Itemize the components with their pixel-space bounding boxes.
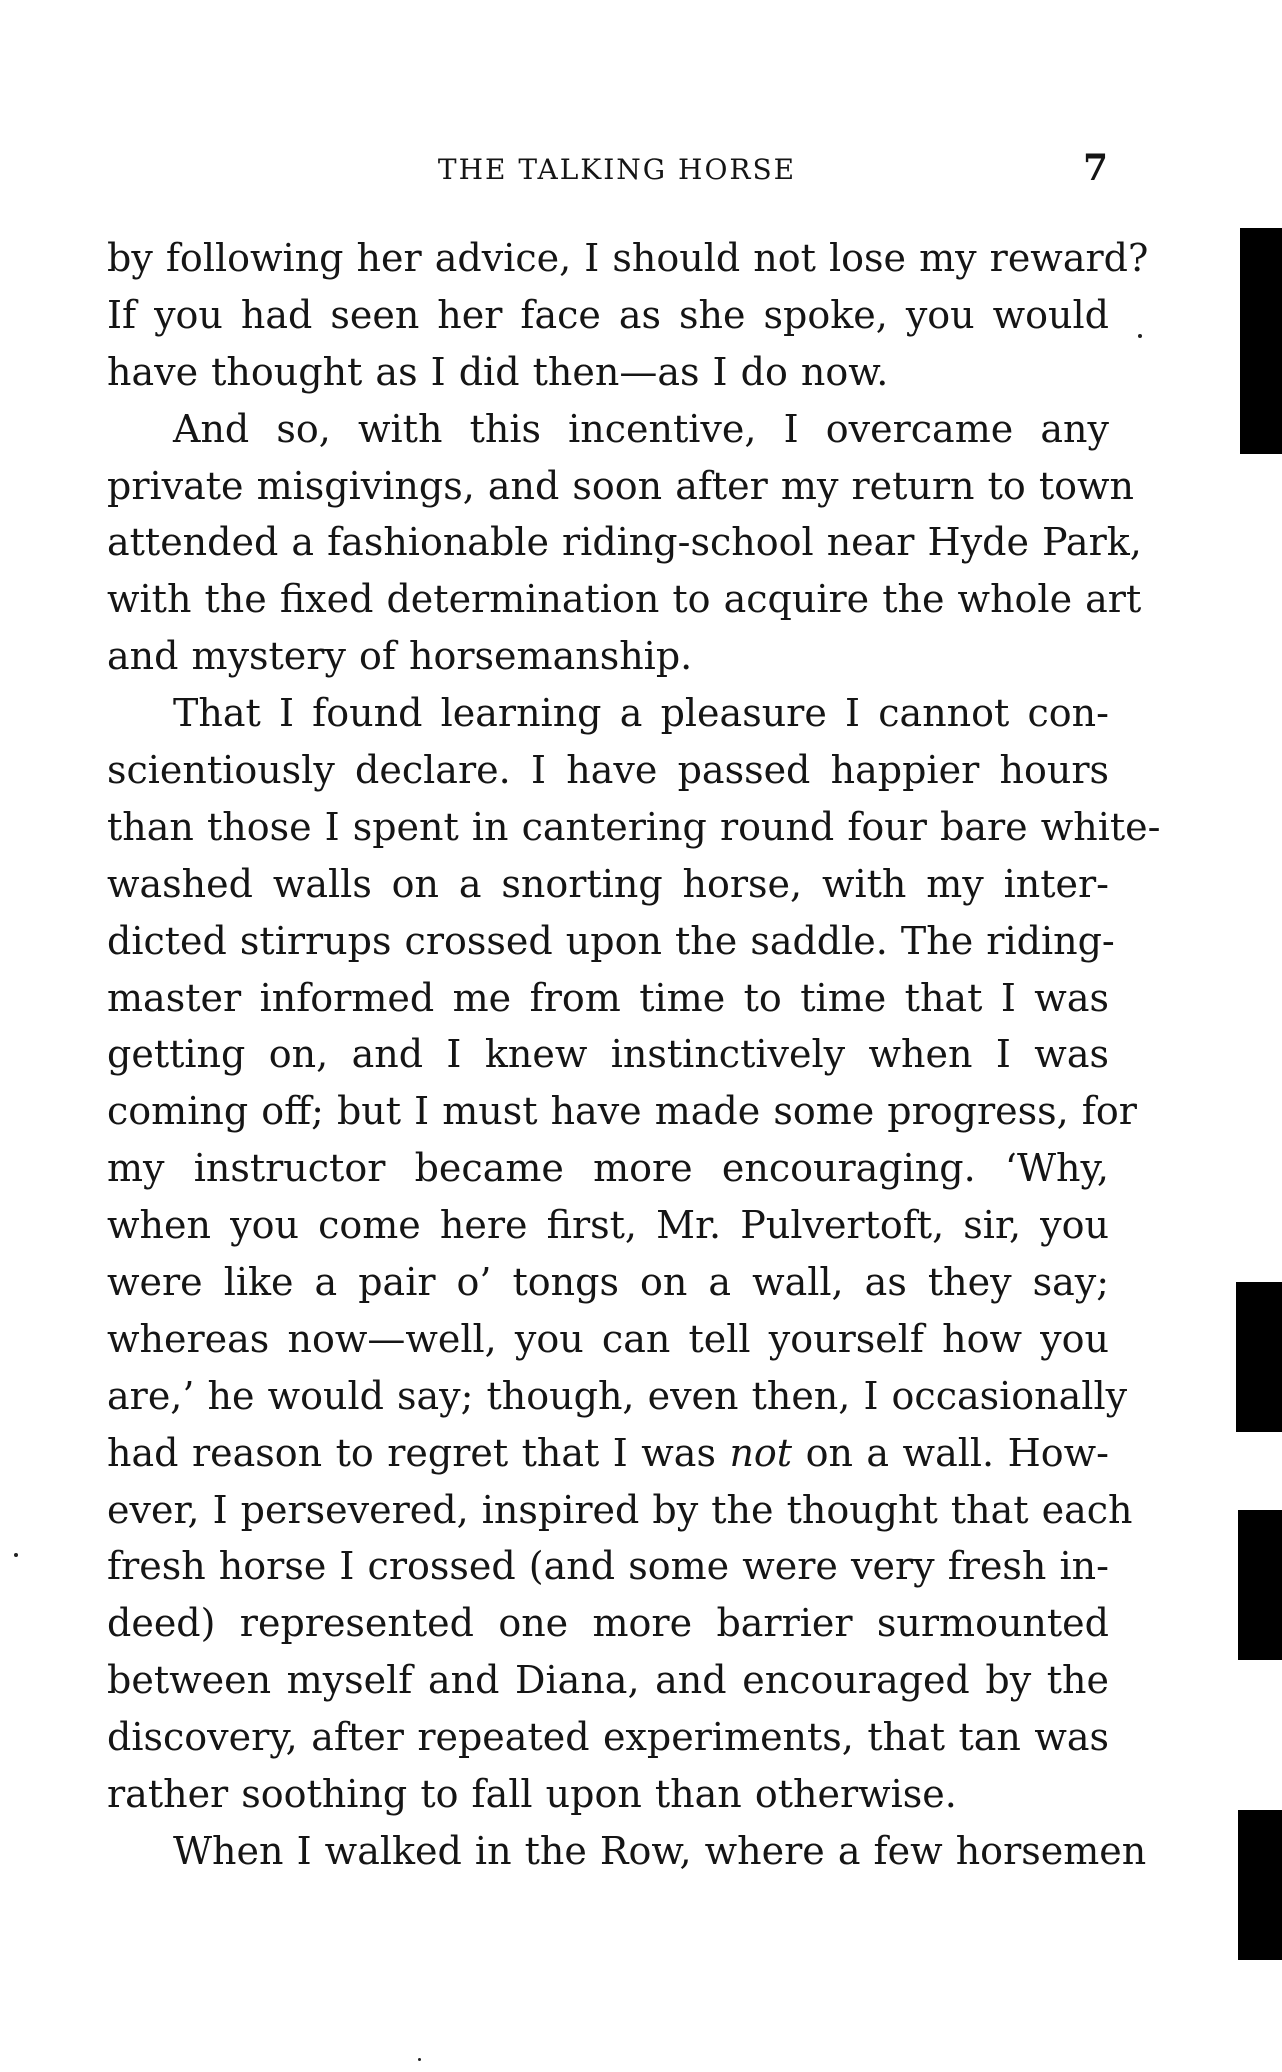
scan-speck (1138, 334, 1142, 338)
line-text: That I found learning a pleasure I cannot con- (173, 691, 1109, 736)
text-line (107, 1254, 1109, 1311)
line-text: my instructor became more encouraging. ‘Why, (107, 1146, 1109, 1191)
text-line (107, 628, 1109, 685)
line-text: between myself and Diana, and encouraged by the (107, 1658, 1109, 1703)
text-line (107, 1083, 1137, 1140)
text-line (107, 1709, 1109, 1766)
scan-edge-mark (1240, 228, 1282, 454)
text-line (107, 1368, 1128, 1425)
scan-edge-mark (1236, 1282, 1282, 1432)
text-line (107, 1026, 1109, 1083)
line-text: When I walked in the Row, where a few horsemen (173, 1828, 1147, 1873)
running-title: THE TALKING HORSE (437, 153, 797, 186)
line-text: and mystery of horsemanship. (107, 634, 693, 679)
line-text-after: on a wall. How- (805, 1430, 1109, 1475)
text-line (107, 1425, 1109, 1482)
text-line (107, 1595, 1109, 1652)
line-text: are,’ he would say; though, even then, I occasionally (107, 1373, 1128, 1418)
line-text: coming off; but I must have made some progress, for (107, 1089, 1137, 1134)
text-line (107, 458, 1134, 515)
line-text: deed) represented one more barrier surmounted (107, 1601, 1109, 1646)
text-line (107, 287, 1109, 344)
text-line (107, 1766, 1109, 1823)
line-text: when you come here first, Mr. Pulvertoft, sir, you (107, 1203, 1109, 1248)
scan-speck (418, 2058, 421, 2061)
line-text: If you had seen her face as she spoke, you would (107, 292, 1109, 337)
text-line (107, 685, 1109, 742)
body-text (107, 230, 1161, 1880)
text-line (107, 1652, 1109, 1709)
text-line (107, 742, 1109, 799)
text-line (107, 856, 1109, 913)
text-line (107, 1140, 1109, 1197)
text-line (107, 799, 1161, 856)
text-line (107, 344, 1109, 401)
line-text: private misgivings, and soon after my return to town (107, 463, 1134, 508)
line-text: scientiously declare. I have passed happier hours (107, 748, 1109, 793)
italic-text: not (729, 1430, 793, 1475)
line-text: whereas now—well, you can tell yourself how you (107, 1316, 1109, 1361)
scan-speck (14, 1553, 18, 1557)
line-text: than those I spent in cantering round four bare white- (107, 804, 1161, 849)
text-line (107, 1482, 1133, 1539)
line-text: rather soothing to fall upon than otherwise. (107, 1772, 957, 1817)
text-line (107, 1538, 1109, 1595)
page-number: 7 (1082, 147, 1108, 189)
running-head (108, 148, 1108, 192)
line-text: master informed me from time to time that I was (107, 975, 1109, 1020)
text-line (107, 1197, 1109, 1254)
line-text: had reason to regret that I was (107, 1430, 716, 1475)
line-text: were like a pair o’ tongs on a wall, as they say; (107, 1260, 1109, 1305)
text-line (107, 230, 1149, 287)
line-text: by following her advice, I should not lose my reward? (107, 236, 1149, 280)
text-line (107, 1311, 1109, 1368)
text-line (107, 514, 1142, 571)
line-text: discovery, after repeated experiments, that tan was (107, 1715, 1109, 1760)
line-text: with the fixed determination to acquire the whole art (107, 577, 1142, 622)
line-text: washed walls on a snorting horse, with my inter- (107, 861, 1109, 906)
line-text: have thought as I did then—as I do now. (107, 349, 889, 394)
line-text: fresh horse I crossed (and some were very fresh in- (107, 1544, 1109, 1589)
text-line (107, 1823, 1147, 1880)
line-text: getting on, and I knew instinctively when I was (107, 1032, 1109, 1077)
text-line (107, 970, 1109, 1027)
line-text: And so, with this incentive, I overcame any (173, 406, 1109, 451)
scan-edge-mark (1238, 1510, 1282, 1660)
scan-edge-mark (1238, 1810, 1282, 1960)
line-text: dicted stirrups crossed upon the saddle. The riding- (107, 918, 1115, 963)
text-line (107, 913, 1115, 970)
line-text: ever, I persevered, inspired by the thought that each (107, 1487, 1133, 1532)
text-line (107, 401, 1109, 458)
line-text: attended a fashionable riding-school near Hyde Park, (107, 520, 1142, 565)
text-line (107, 571, 1142, 628)
